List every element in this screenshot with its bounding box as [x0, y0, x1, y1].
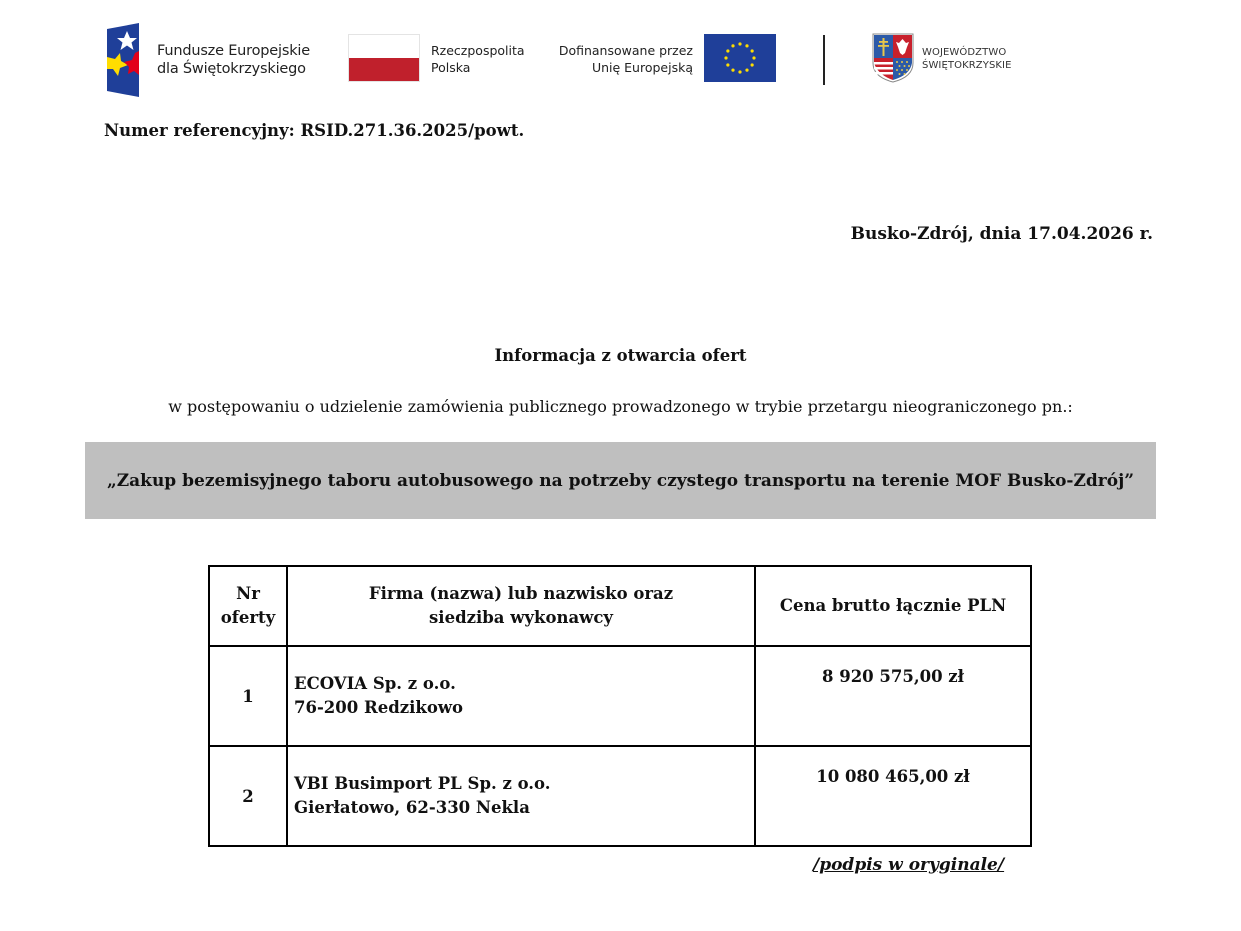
logo-separator — [823, 35, 825, 85]
table-header-row — [209, 566, 1031, 646]
fe-line2: dla Świętokrzyskiego — [157, 61, 306, 77]
pl-line2: Polska — [431, 60, 471, 75]
signature-note: /podpis w oryginale/ — [813, 855, 1005, 875]
header-logos — [0, 20, 1241, 100]
eu-star-icon — [745, 44, 748, 47]
header-cena-text: Cena brutto łącznie PLN — [779, 596, 1007, 615]
eu-star-icon — [731, 69, 734, 72]
company-address: Gierłatowo, 62-330 Nekla — [294, 798, 530, 817]
fe-line1: Fundusze Europejskie — [157, 43, 310, 59]
procurement-subject — [85, 442, 1156, 519]
header-firma-line1: Firma (nazwa) lub nazwisko oraz — [368, 584, 674, 603]
eu-line2: Unię Europejską — [591, 60, 693, 75]
company-cell — [287, 746, 755, 846]
company-address: 76-200 Redzikowo — [294, 698, 464, 717]
company-cell — [287, 646, 755, 746]
header-company — [287, 566, 755, 646]
eu-star-icon — [724, 56, 727, 59]
table-row — [209, 746, 1031, 846]
eu-star-icon — [745, 69, 748, 72]
offer-price: 10 080 465,00 zł — [755, 746, 1031, 846]
company-name: VBI Busimport PL Sp. z o.o. — [294, 774, 551, 793]
eu-star-icon — [751, 49, 754, 52]
place-and-date: Busko-Zdrój, dnia 17.04.2026 r. — [850, 224, 1153, 244]
header-firma-line2: siedziba wykonawcy — [429, 608, 613, 627]
rzeczpospolita-text — [431, 42, 525, 76]
eu-cofinanced-text — [540, 42, 693, 76]
procurement-subject-text: „Zakup bezemisyjnego taboru autobusowego na potrzeby czystego transportu na terenie MOF Busko-Zdrój” — [106, 470, 1135, 491]
polish-flag-icon — [348, 34, 420, 82]
header-offer-number — [209, 566, 287, 646]
document-subtitle: w postępowaniu o udzielenie zamówienia publicznego prowadzonego w trybie przetargu nieograniczonego pn.: — [168, 397, 1073, 416]
eu-flag-icon — [704, 34, 776, 82]
offers-table — [208, 565, 1032, 847]
offer-price: 8 920 575,00 zł — [755, 646, 1031, 746]
header-nr-line2: oferty — [220, 608, 276, 627]
eu-star-icon — [751, 63, 754, 66]
offer-number: 2 — [209, 746, 287, 846]
woj-line2: ŚWIĘTOKRZYSKIE — [922, 60, 1012, 71]
eu-star-icon — [726, 63, 729, 66]
woj-line1: WOJEWÓDZTWO — [922, 47, 1007, 58]
eu-star-icon — [726, 49, 729, 52]
document-title: Informacja z otwarcia ofert — [494, 346, 747, 365]
company-name: ECOVIA Sp. z o.o. — [294, 674, 456, 693]
eu-star-icon — [731, 44, 734, 47]
reference-number: Numer referencyjny: RSID.271.36.2025/powt. — [104, 121, 525, 140]
header-price — [755, 566, 1031, 646]
header-nr-line1: Nr — [236, 584, 260, 603]
fundusze-europejskie-text — [157, 42, 310, 78]
eu-star-icon — [738, 70, 741, 73]
eu-star-icon — [752, 56, 755, 59]
table-row — [209, 646, 1031, 746]
swietokrzyskie-coat-of-arms-icon — [872, 33, 914, 83]
offer-number: 1 — [209, 646, 287, 746]
pl-line1: Rzeczpospolita — [431, 43, 525, 58]
eu-line1: Dofinansowane przez — [558, 43, 693, 58]
fundusze-europejskie-logo-icon — [107, 23, 147, 97]
eu-star-icon — [738, 42, 741, 45]
wojewodztwo-text — [922, 46, 1012, 72]
